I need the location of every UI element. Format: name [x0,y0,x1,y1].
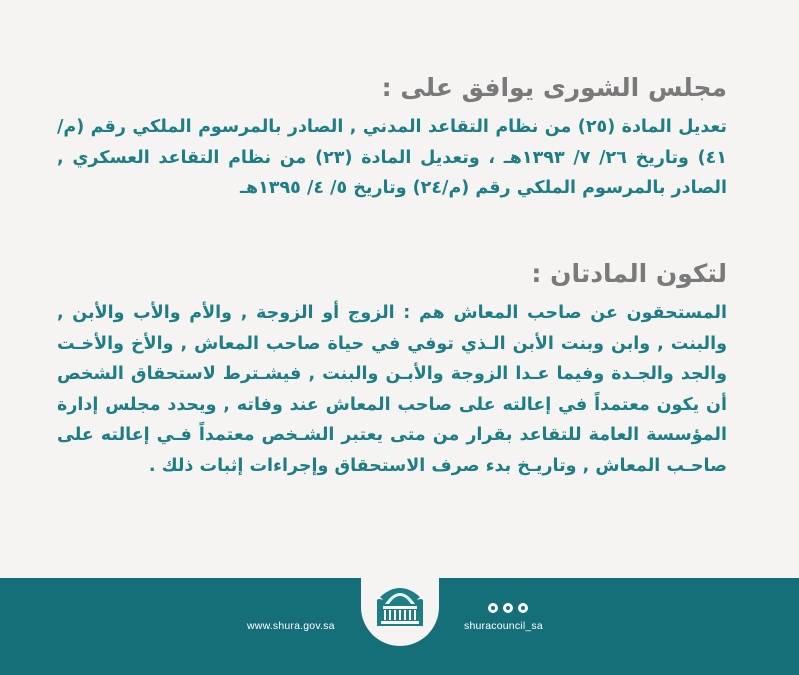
snapchat-icon[interactable] [488,603,498,613]
approval-heading: مجلس الشورى يوافق على : [381,73,727,102]
twitter-icon[interactable] [518,603,528,613]
website-link[interactable]: www.shura.gov.sa [247,620,335,632]
social-handle[interactable]: shuracouncil_sa [464,620,543,632]
articles-heading: لتكون المادتان : [531,259,727,288]
articles-paragraph: المستحقون عن صاحب المعاش هم : الزوج أو الزوجة , والأم والأب والأبن , والبنت , وابن وبنت الأبن الـذي توفي في حياة صاحب المعاش , والأخ والأخـت والجد والجـدة وفيما عـدا الزوجة والأبـن والبنت , فيشـترط لاستحقاق الشخص أن يكون معتمداً في إعالته على صاحب المعاش عند وفاته , ويحدد مجلس إدارة المؤسسة العامة للتقاعد بقرار من متى يعتبر الشـخص معتمداً فـي إعالته على صاحـب المعاش , وتاريـخ بدء صرف الاستحقاق وإجراءات إثبات ذلك . [57,303,727,476]
approval-paragraph: تعديل المادة (٢٥) من نظام التقاعد المدني , الصادر بالمرسوم الملكي رقم (م/٤١) وتاريخ ٢٦/ ٧/ ١٣٩٣هـ ، وتعديل المادة (٢٣) من نظام التقاعد العسكري , الصادر بالمرسوم الملكي رقم (م/٢٤) وتاريخ ٥/ ٤/ ١٣٩٥هـ [57,117,727,198]
approval-section [57,72,727,204]
instagram-icon[interactable] [503,603,513,613]
shura-emblem-icon [371,574,429,632]
social-icons [488,603,528,613]
articles-section [57,258,727,481]
